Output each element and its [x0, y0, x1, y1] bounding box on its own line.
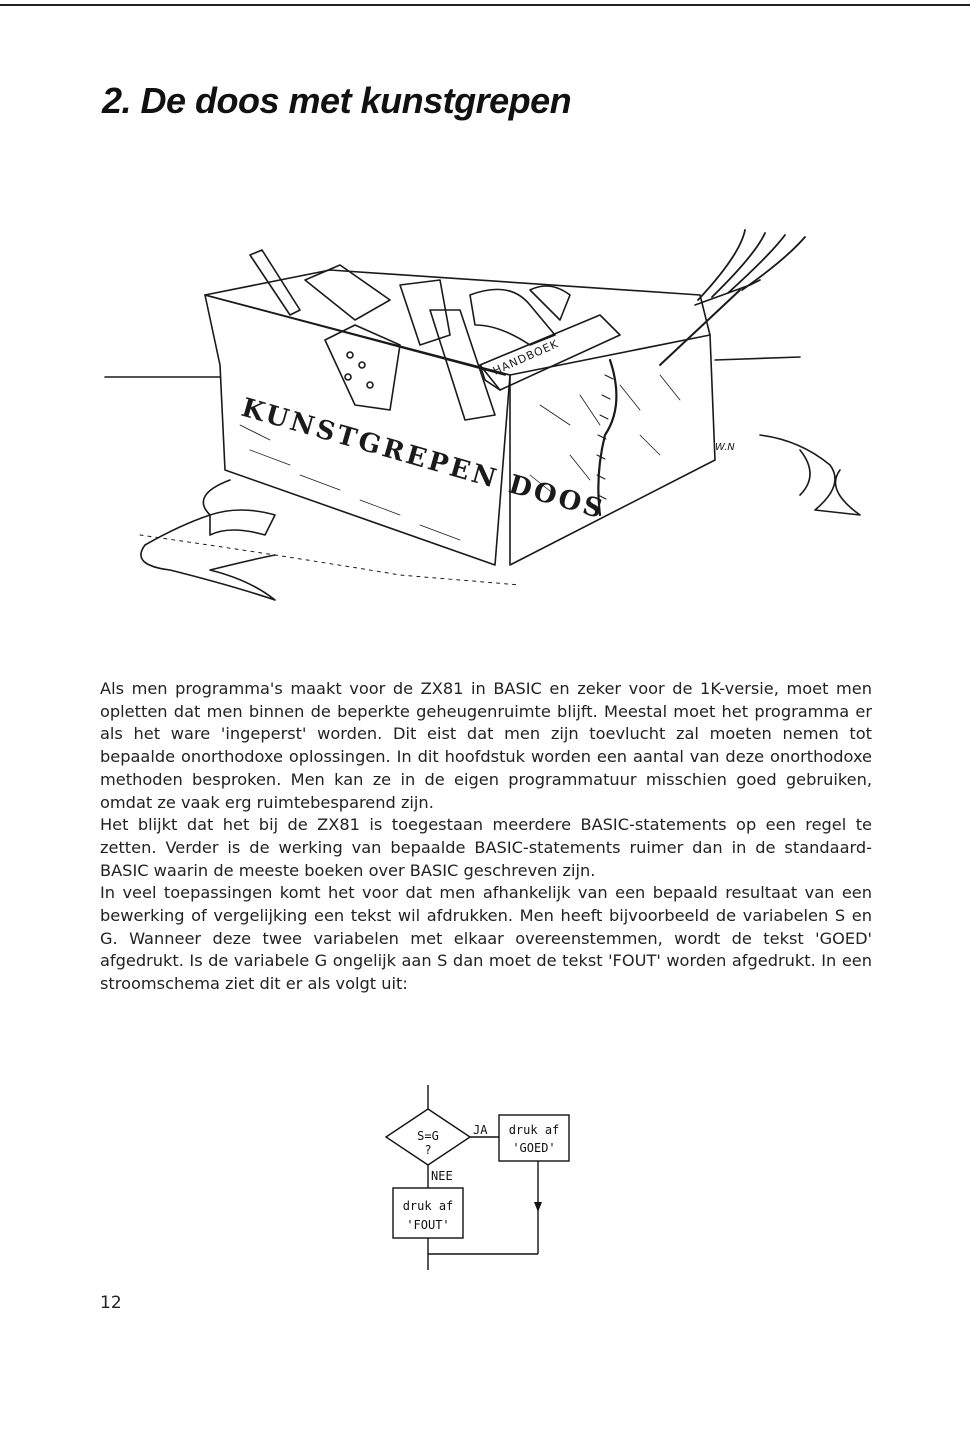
yes-box-line2: 'GOED' — [512, 1141, 556, 1155]
paragraph-1: Als men programma's maakt voor de ZX81 in BASIC en zeker voor de 1K-versie, moet men opletten dat men binnen de beperkte geheugenruimte blijft. Meestal moet het programma er als het ware 'ingeperst' worden. Dit eist dat men zijn toevlucht zal moeten nemen tot bepaalde onorthodoxe oplossingen. In dit hoofdstuk worden een aantal van deze onorthodoxe methoden besproken. Men kan ze in de eigen programmatuur misschien goed gebruiken, omdat ze vaak erg ruimtebesparend zijn. — [100, 679, 872, 812]
decision-question: ? — [424, 1143, 432, 1157]
signature: W.N — [715, 442, 735, 453]
flowchart — [380, 1080, 590, 1275]
yes-box-line1: druk af — [508, 1123, 560, 1137]
toolbox-illustration — [100, 225, 870, 620]
page-number: 12 — [100, 1293, 122, 1313]
paragraph-2: Het blijkt dat het bij de ZX81 is toegestaan meerdere BASIC-statements op een regel te zetten. Verder is de werking van bepaalde BASIC-statements ruimer dan in de standaard-BASIC waarin de meeste boeken over BASIC geschreven zijn. — [100, 815, 872, 880]
yes-label: JA — [473, 1123, 488, 1137]
arrow-head — [534, 1202, 542, 1212]
decision-text: S=G — [417, 1129, 439, 1143]
no-label: NEE — [431, 1169, 453, 1183]
no-box-line2: 'FOUT' — [406, 1218, 450, 1232]
chapter-title: 2. De doos met kunstgrepen — [102, 80, 572, 121]
box-label: KUNSTGREPEN DOOS — [238, 392, 609, 526]
no-box-line1: druk af — [402, 1199, 454, 1213]
book-label: HANDBOEK — [490, 337, 561, 378]
body-text — [100, 678, 872, 996]
top-rule — [0, 4, 970, 6]
paragraph-3: In veel toepassingen komt het voor dat men afhankelijk van een bepaald resultaat van een bewerking of vergelijking een tekst wil afdrukken. Men heeft bijvoorbeeld de variabelen S en G. Wanneer deze twee variabelen met elkaar overeenstemmen, wordt de tekst 'GOED' afgedrukt. Is de variabele G ongelijk aan S dan moet de tekst 'FOUT' worden afgedrukt. In een stroomschema ziet dit er als volgt uit: — [100, 883, 872, 994]
